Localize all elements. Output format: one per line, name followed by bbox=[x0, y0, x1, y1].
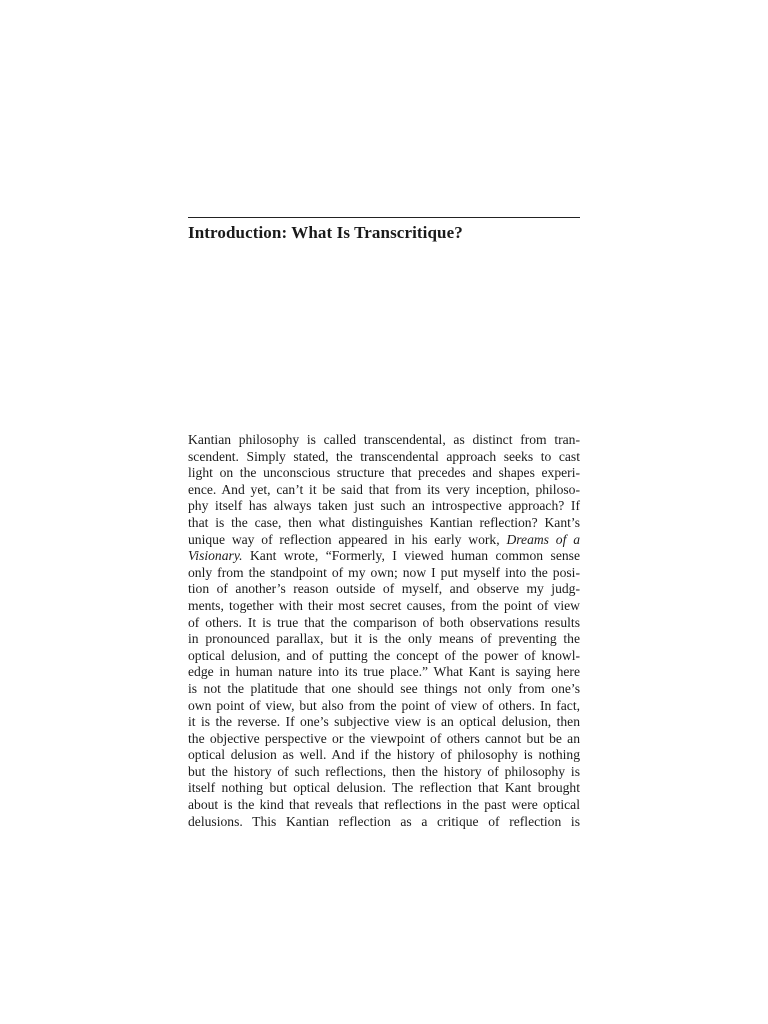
text-line: own point of view, but also from the point of view of others. In fact, bbox=[188, 697, 580, 713]
chapter-rule bbox=[188, 217, 580, 218]
text-line: tion of another’s reason outside of myself, and observe my judg- bbox=[188, 581, 580, 597]
text-line: optical delusion, and of putting the concept of the power of knowl- bbox=[188, 647, 580, 663]
text-line-mixed bbox=[188, 532, 580, 549]
text-line: optical delusion as well. And if the history of philosophy is nothing bbox=[188, 747, 580, 763]
text-line: itself nothing but optical delusion. The reflection that Kant brought bbox=[188, 780, 580, 796]
text-segment: unique way of reflection appeared in his early work, bbox=[188, 531, 500, 547]
text-line: of others. It is true that the comparison of both observations results bbox=[188, 614, 580, 630]
text-line: only from the standpoint of my own; now I put myself into the posi- bbox=[188, 564, 580, 580]
text-line: phy itself has always taken just such an introspective approach? If bbox=[188, 498, 580, 514]
book-title-italic: Dreams of a bbox=[506, 531, 580, 547]
body-paragraph bbox=[188, 432, 580, 830]
book-title-italic: Visionary. bbox=[188, 548, 243, 564]
text-line: edge in human nature into its true place.” What Kant is saying here bbox=[188, 664, 580, 680]
text-line: about is the kind that reveals that reflections in the past were optical bbox=[188, 797, 580, 813]
text-line: it is the reverse. If one’s subjective view is an optical delusion, then bbox=[188, 714, 580, 730]
chapter-title: Introduction: What Is Transcritique? bbox=[188, 223, 463, 242]
text-line: Kantian philosophy is called transcendental, as distinct from tran- bbox=[188, 432, 580, 447]
text-line: light on the unconscious structure that precedes and shapes experi- bbox=[188, 465, 580, 481]
text-line: ence. And yet, can’t it be said that from its very inception, philoso- bbox=[188, 481, 580, 497]
text-line: the objective perspective or the viewpoint of others cannot but be an bbox=[188, 730, 580, 746]
text-line: but the history of such reflections, then the history of philosophy is bbox=[188, 763, 580, 779]
text-line: that is the case, then what distinguishes Kantian reflection? Kant’s bbox=[188, 514, 580, 530]
text-line: ments, together with their most secret causes, from the point of view bbox=[188, 597, 580, 613]
text-segment: Kant wrote, “Formerly, I viewed human common sense bbox=[242, 548, 580, 564]
text-line: in pronounced parallax, but it is the only means of preventing the bbox=[188, 631, 580, 647]
text-line: is not the platitude that one should see things not only from one’s bbox=[188, 680, 580, 696]
text-line: scendent. Simply stated, the transcendental approach seeks to cast bbox=[188, 448, 580, 464]
text-line-mixed bbox=[188, 548, 580, 565]
text-line: delusions. This Kantian reflection as a critique of reflection is bbox=[188, 813, 580, 829]
